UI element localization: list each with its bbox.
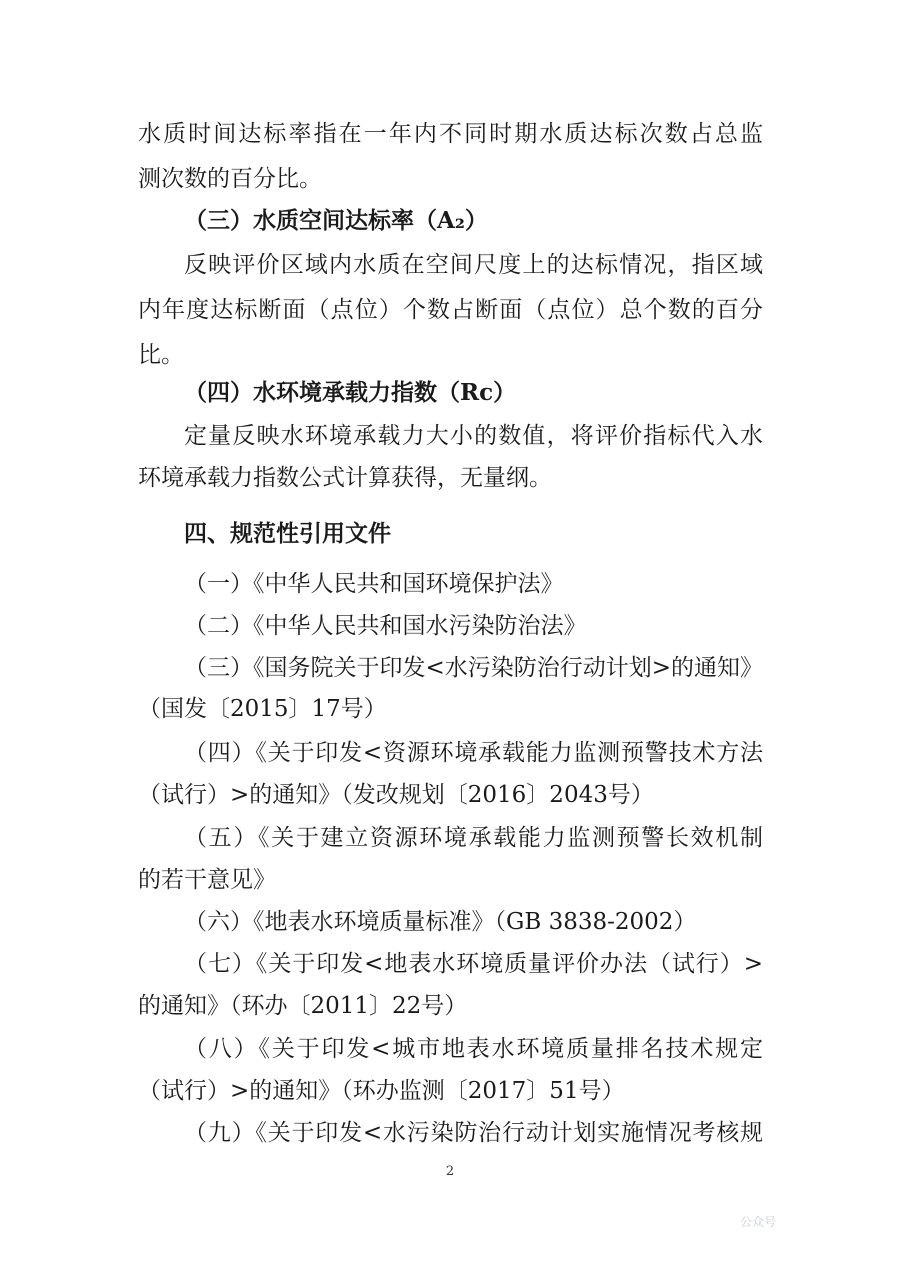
reference-item: （七）《关于印发<地表水环境质量评价办法（试行）> [184, 951, 763, 977]
page-number: 2 [445, 1164, 455, 1179]
paragraph-line: 比。 [138, 342, 184, 368]
reference-item-cont: （国发〔2015〕17号） [138, 696, 387, 722]
reference-item: （三）《国务院关于印发<水污染防治行动计划>的通知》 [184, 655, 763, 681]
section-heading-rc: （四）水环境承载力指数（Rc） [184, 379, 517, 406]
paragraph-line: 测次数的百分比。 [138, 166, 322, 192]
watermark: 公众号 [740, 1215, 777, 1229]
paragraph-line: 反映评价区域内水质在空间尺度上的达标情况，指区域 [184, 252, 763, 278]
reference-item-cont: （试行）>的通知》（环办监测〔2017〕51号） [138, 1078, 625, 1104]
chapter-heading: 四、规范性引用文件 [184, 520, 391, 547]
reference-item: （四）《关于印发<资源环境承载能力监测预警技术方法 [184, 740, 763, 766]
reference-item-cont: （试行）>的通知》（发改规划〔2016〕2043号） [138, 782, 654, 808]
reference-item-cont: 的若干意见》 [138, 867, 276, 893]
paragraph-line: 定量反映水环境承载力大小的数值，将评价指标代入水 [184, 423, 763, 449]
paragraph-line: 内年度达标断面（点位）个数占断面（点位）总个数的百分 [138, 297, 763, 323]
section-heading-a2: （三）水质空间达标率（A₂） [184, 207, 488, 234]
reference-item: （九）《关于印发<水污染防治行动计划实施情况考核规 [184, 1120, 763, 1146]
paragraph-line: 水质时间达标率指在一年内不同时期水质达标次数占总监 [138, 121, 763, 147]
reference-item: （一）《中华人民共和国环境保护法》 [184, 571, 564, 597]
reference-item: （八）《关于印发<城市地表水环境质量排名技术规定 [184, 1036, 763, 1062]
paragraph-line: 环境承载力指数公式计算获得，无量纲。 [138, 465, 552, 491]
reference-item: （六）《地表水环境质量标准》（GB 3838-2002） [184, 909, 697, 935]
reference-item: （五）《关于建立资源环境承载能力监测预警长效机制 [184, 825, 763, 851]
reference-item-cont: 的通知》（环办〔2011〕22号） [138, 993, 468, 1019]
reference-item: （二）《中华人民共和国水污染防治法》 [184, 613, 587, 639]
